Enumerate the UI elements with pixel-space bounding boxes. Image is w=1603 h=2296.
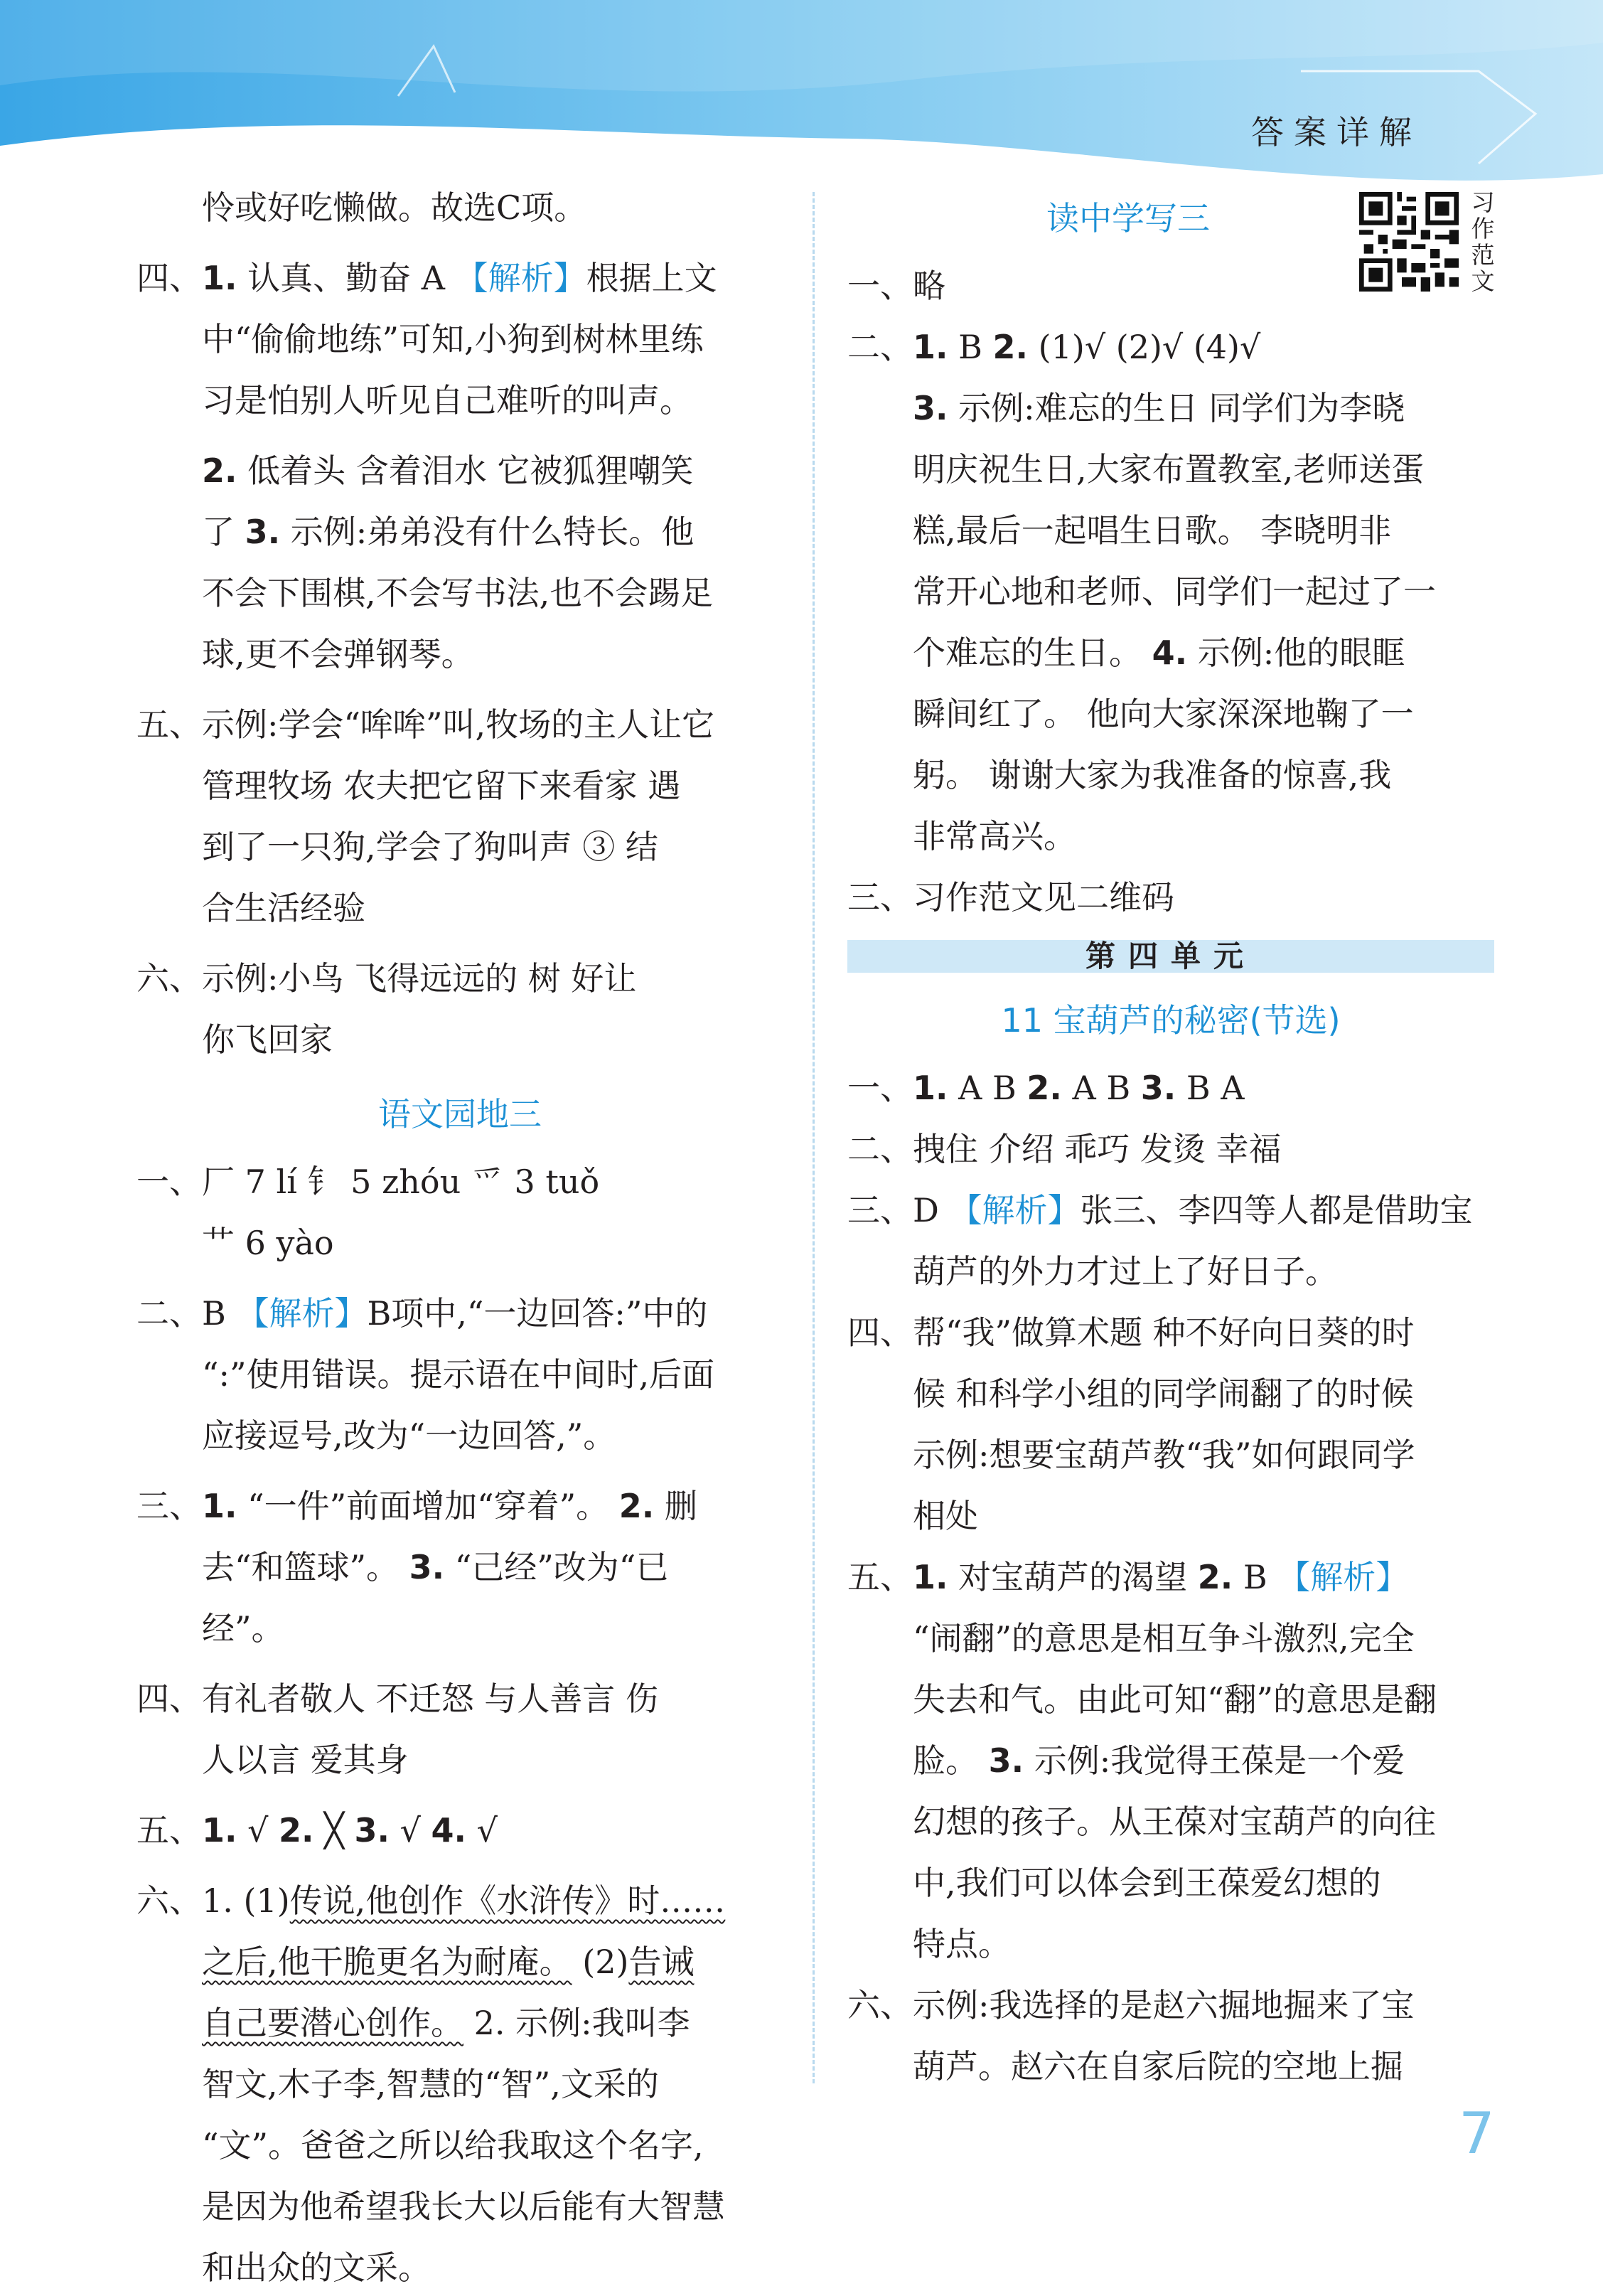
left-lines-b (136, 1153, 783, 2296)
answer-line: 幻想的孩子。从王葆对宝葫芦的向往 (913, 1803, 1436, 1841)
answer-line: 人以言 爱其身 (202, 1741, 409, 1779)
column-divider (813, 192, 815, 2083)
right-lines-a (847, 257, 1494, 926)
answer-line: 经”。 (202, 1609, 284, 1648)
answer-line: 四、 1. 认真、勤奋 A 【解析】根据上文 (136, 259, 717, 297)
answer-line: 合生活经验 (202, 889, 365, 927)
page-number: 7 (1459, 2100, 1495, 2167)
right-lines-b (847, 1059, 1494, 2095)
answer-line: 六、 1. (1)传说,他创作《水浒传》时…… (136, 1881, 726, 1920)
answer-line: 五、 示例:学会“哞哞”叫,牧场的主人让它 (136, 705, 715, 744)
answer-line: 不会下围棋,不会写书法,也不会踢足 (202, 574, 714, 612)
answer-line: 是因为他希望我长大以后能有大智慧 (202, 2187, 725, 2226)
answer-line: 管理牧场 农夫把它留下来看家 遇 (202, 767, 681, 805)
answer-line: 习是怕别人听见自己难听的叫声。 (202, 381, 692, 420)
answer-line: 智文,木子李,智慧的“智”,文采的 (202, 2065, 659, 2103)
answer-line: 四、 帮“我”做算术题 种不好向日葵的时 (847, 1313, 1415, 1352)
answer-line: 你飞回家 (202, 1020, 333, 1059)
answer-line: 示例:想要宝葫芦教“我”如何跟同学 (913, 1436, 1415, 1474)
answer-line: 3. 示例:难忘的生日 同学们为李晓 (913, 389, 1405, 427)
answer-line: 六、 示例:小鸟 飞得远远的 树 好让 (136, 959, 637, 998)
answer-line: 一、 1. A B 2. A B 3. B A (847, 1069, 1245, 1107)
answer-line: 一、 厂 7 lí 钅 5 zhóu 爫 3 tuǒ (136, 1163, 600, 1201)
wavy-underline-text: 传说,他创作《水浒传》时…… (289, 1881, 726, 1920)
answer-line: “文”。爸爸之所以给我取这个名字, (202, 2126, 704, 2164)
answer-line: 中,我们可以体会到王葆爱幻想的 (913, 1864, 1381, 1902)
answer-line: 五、 1. 对宝葫芦的渴望 2. B 【解析】 (847, 1558, 1409, 1596)
answer-line: 艹 6 yào (202, 1224, 334, 1262)
right-column (847, 179, 1494, 2095)
answer-line: 球,更不会弹钢琴。 (202, 635, 474, 673)
answer-line: 三、 1. “一件”前面增加“穿着”。 2. 删 (136, 1487, 697, 1525)
answer-line: 自己要潜心创作。 2. 示例:我叫李 (202, 2004, 690, 2042)
header-wave-background (0, 0, 1603, 192)
answer-line: 常开心地和老师、同学们一起过了一 (913, 572, 1436, 611)
answer-line: 一、 略 (847, 267, 945, 305)
header-title: 答案详解 (1251, 113, 1422, 151)
section-heading: 语文园地三 (378, 1095, 542, 1133)
answer-line: 非常高兴。 (913, 817, 1076, 855)
answer-line: 失去和气。由此可知“翻”的意思是翻 (913, 1680, 1437, 1719)
answer-line: 糕,最后一起唱生日歌。 李晓明非 (913, 511, 1392, 550)
answer-line: 葫芦。赵六在自家后院的空地上掘 (913, 2047, 1403, 2086)
left-lines-a (136, 179, 783, 1068)
qr-code-label: 习作范文 (1471, 188, 1495, 295)
answer-line: “:”使用错误。提示语在中间时,后面 (202, 1355, 715, 1394)
answer-line: 二、 1. B 2. (1)√ (2)√ (4)√ (847, 328, 1261, 366)
answer-line: 个难忘的生日。 4. 示例:他的眼眶 (913, 634, 1405, 672)
answer-line: 三、 习作范文见二维码 (847, 878, 1174, 917)
answer-line: 了 3. 示例:弟弟没有什么特长。他 (202, 513, 695, 551)
answer-line: 2. 低着头 含着泪水 它被狐狸嘲笑 (202, 452, 694, 490)
answer-line: 去“和篮球”。 3. “己经”改为“已 (202, 1548, 669, 1586)
answer-line: 葫芦的外力才过上了好日子。 (913, 1252, 1338, 1291)
answer-line: 脸。 3. 示例:我觉得王葆是一个爱 (913, 1741, 1405, 1780)
section-heading: 读中学写三 (1046, 199, 1210, 237)
wavy-underline-text: 之后,他干脆更名为耐庵。 (202, 1943, 572, 1981)
answer-line: 到了一只狗,学会了狗叫声 ③ 结 (202, 828, 658, 866)
answer-line: 明庆祝生日,大家布置教室,老师送蛋 (913, 450, 1425, 488)
unit-band: 第四单元 (847, 940, 1494, 973)
answer-line: 之后,他干脆更名为耐庵。 (2)告诫 (202, 1943, 695, 1981)
answer-line: 躬。 谢谢大家为我准备的惊喜,我 (913, 756, 1392, 794)
answer-line: 特点。 (913, 1925, 1011, 1963)
answer-line: 应接逗号,改为“一边回答,”。 (202, 1416, 616, 1455)
answer-line: 瞬间红了。 他向大家深深地鞠了一 (913, 695, 1414, 733)
answer-line: 和出众的文采。 (202, 2248, 431, 2287)
answer-line: 二、 B 【解析】B项中,“一边回答:”中的 (136, 1294, 708, 1333)
answer-line: 相处 (913, 1497, 978, 1535)
answer-line: 三、 D 【解析】张三、李四等人都是借助宝 (847, 1191, 1473, 1229)
lesson-heading: 11 宝葫芦的秘密(节选) (1001, 1001, 1341, 1040)
answer-line: 二、 拽住 介绍 乖巧 发烫 幸福 (847, 1130, 1282, 1168)
answer-line: 四、 有礼者敬人 不迁怒 与人善言 伤 (136, 1680, 658, 1718)
answer-line: 五、 1. √ 2. ╳ 3. √ 4. √ (136, 1811, 498, 1849)
answer-line: 怜或好吃懒做。故选C项。 (202, 188, 587, 227)
left-column (136, 179, 783, 2296)
answer-line: 六、 示例:我选择的是赵六掘地掘来了宝 (847, 1986, 1415, 2024)
answer-line: “闹翻”的意思是相互争斗激烈,完全 (913, 1619, 1415, 1657)
wavy-underline-text: 自己要潜心创作。 (202, 2004, 463, 2042)
answer-line: 中“偷偷地练”可知,小狗到树林里练 (202, 320, 704, 358)
answer-line: 候 和科学小组的同学闹翻了的时候 (913, 1374, 1414, 1413)
wavy-underline-text: 告诫 (628, 1943, 695, 1981)
